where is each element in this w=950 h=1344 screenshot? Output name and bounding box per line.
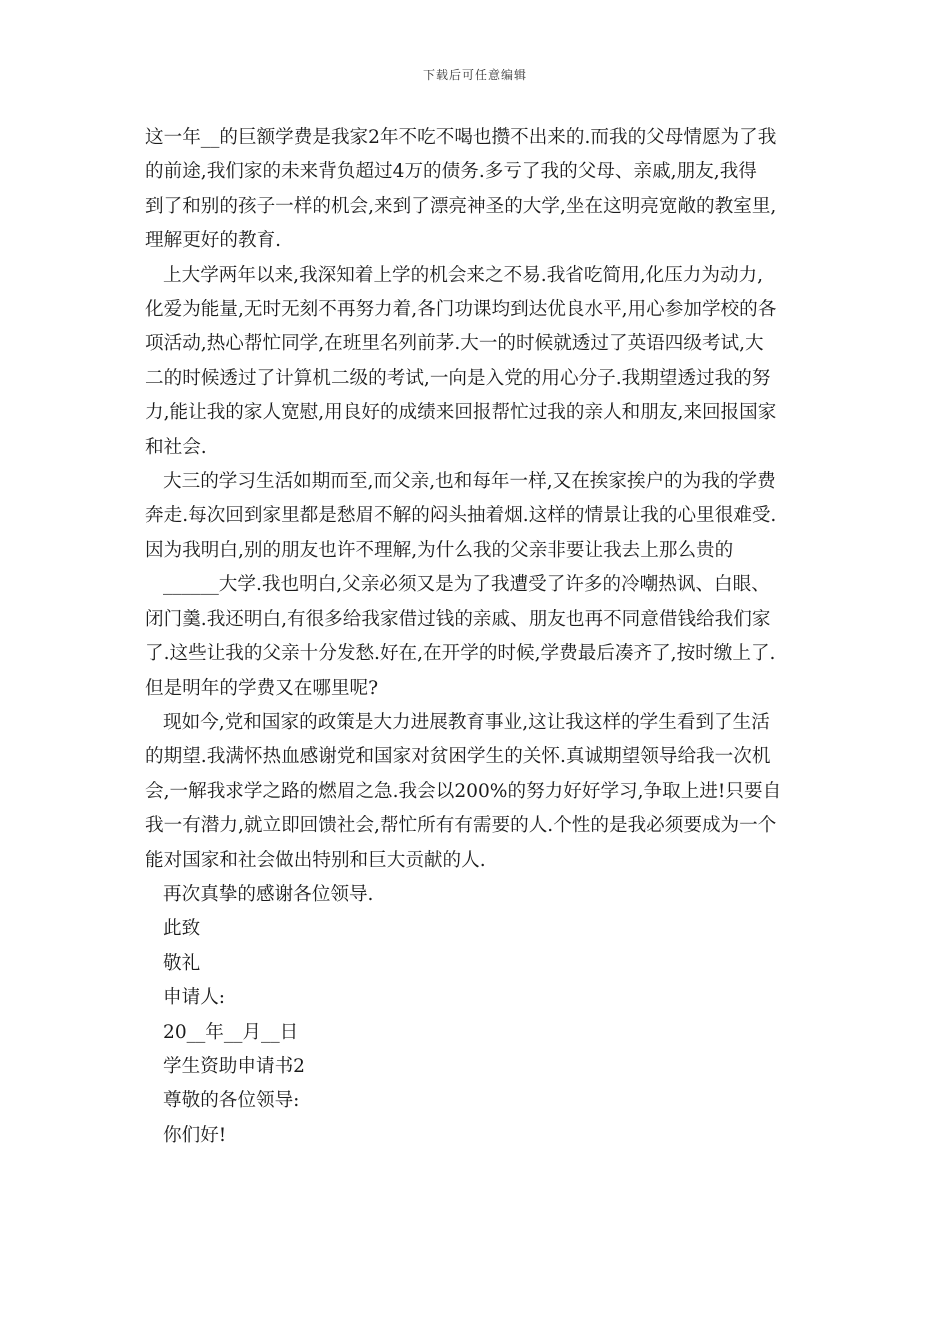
text-line: 理解更好的教育. <box>145 230 282 252</box>
closing-block <box>145 878 813 1153</box>
paragraph-4 <box>145 568 813 706</box>
text-line: 二的时候透过了计算机二级的考试,一向是入党的用心分子.我期望透过我的努 <box>145 367 771 389</box>
text-line: 现如今,党和国家的政策是大力进展教育事业,这让我这样的学生看到了生活 <box>163 711 770 733</box>
document-body <box>145 121 813 1153</box>
header-note: 下载后可任意编辑 <box>422 68 527 82</box>
text-line: ______大学.我也明白,父亲必须又是为了我遭受了许多的冷嘲热讽、白眼、 <box>163 574 770 596</box>
greeting-hello: 你们好! <box>163 1124 227 1146</box>
greeting-recipient: 尊敬的各位领导: <box>163 1090 300 1112</box>
text-line: 上大学两年以来,我深知着上学的机会来之不易.我省吃简用,化压力为动力, <box>163 264 764 286</box>
text-line: 奔走.每次回到家里都是愁眉不解的闷头抽着烟.这样的情景让我的心里很难受. <box>145 505 777 527</box>
paragraph-3 <box>145 465 813 568</box>
closing-thanks: 再次真挚的感谢各位领导. <box>163 883 374 905</box>
text-line: 到了和别的孩子一样的机会,来到了漂亮神圣的大学,坐在这明亮宽敞的教室里, <box>145 195 777 217</box>
closing-respect: 敬礼 <box>163 952 201 974</box>
text-line: 会,一解我求学之路的燃眉之急.我会以200%的努力好好学习,争取上进!只要自 <box>145 780 782 802</box>
paragraph-2 <box>145 259 813 465</box>
section-title: 学生资助申请书2 <box>163 1055 305 1077</box>
text-line: 的前途,我们家的未来背负超过4万的债务.多亏了我的父母、亲戚,朋友,我得 <box>145 161 757 183</box>
paragraph-1 <box>145 121 813 259</box>
applicant-label: 申请人: <box>163 987 226 1009</box>
text-line: 我一有潜力,就立即回馈社会,帮忙所有有需要的人.个性的是我必须要成为一个 <box>145 815 777 837</box>
closing-salutation: 此致 <box>163 918 201 940</box>
text-line: 这一年__的巨额学费是我家2年不吃不喝也攒不出来的.而我的父母情愿为了我 <box>145 127 777 148</box>
text-line: 大三的学习生活如期而至,而父亲,也和每年一样,又在挨家挨户的为我的学费 <box>163 471 776 493</box>
text-line: 闭门羹.我还明白,有很多给我家借过钱的亲戚、朋友也再不同意借钱给我们家 <box>145 608 771 630</box>
paragraph-5 <box>145 706 813 878</box>
text-line: 因为我明白,别的朋友也许不理解,为什么我的父亲非要让我去上那么贵的 <box>145 539 734 561</box>
text-line: 了.这些让我的父亲十分发愁.好在,在开学的时候,学费最后凑齐了,按时缴上了. <box>145 643 776 665</box>
text-line: 化爱为能量,无时无刻不再努力着,各门功课均到达优良水平,用心参加学校的各 <box>145 299 777 321</box>
text-line: 力,能让我的家人宽慰,用良好的成绩来回报帮忙过我的亲人和朋友,来回报国家 <box>145 402 777 424</box>
text-line: 项活动,热心帮忙同学,在班里名列前茅.大一的时候就透过了英语四级考试,大 <box>145 333 764 355</box>
text-line: 但是明年的学费又在哪里呢? <box>145 677 379 699</box>
text-line: 的期望.我满怀热血感谢党和国家对贫困学生的关怀.真诚期望领导给我一次机 <box>145 746 771 768</box>
date-line: 20__年__月__日 <box>163 1021 299 1043</box>
text-line: 和社会. <box>145 436 207 458</box>
text-line: 能对国家和社会做出特别和巨大贡献的人. <box>145 849 486 871</box>
